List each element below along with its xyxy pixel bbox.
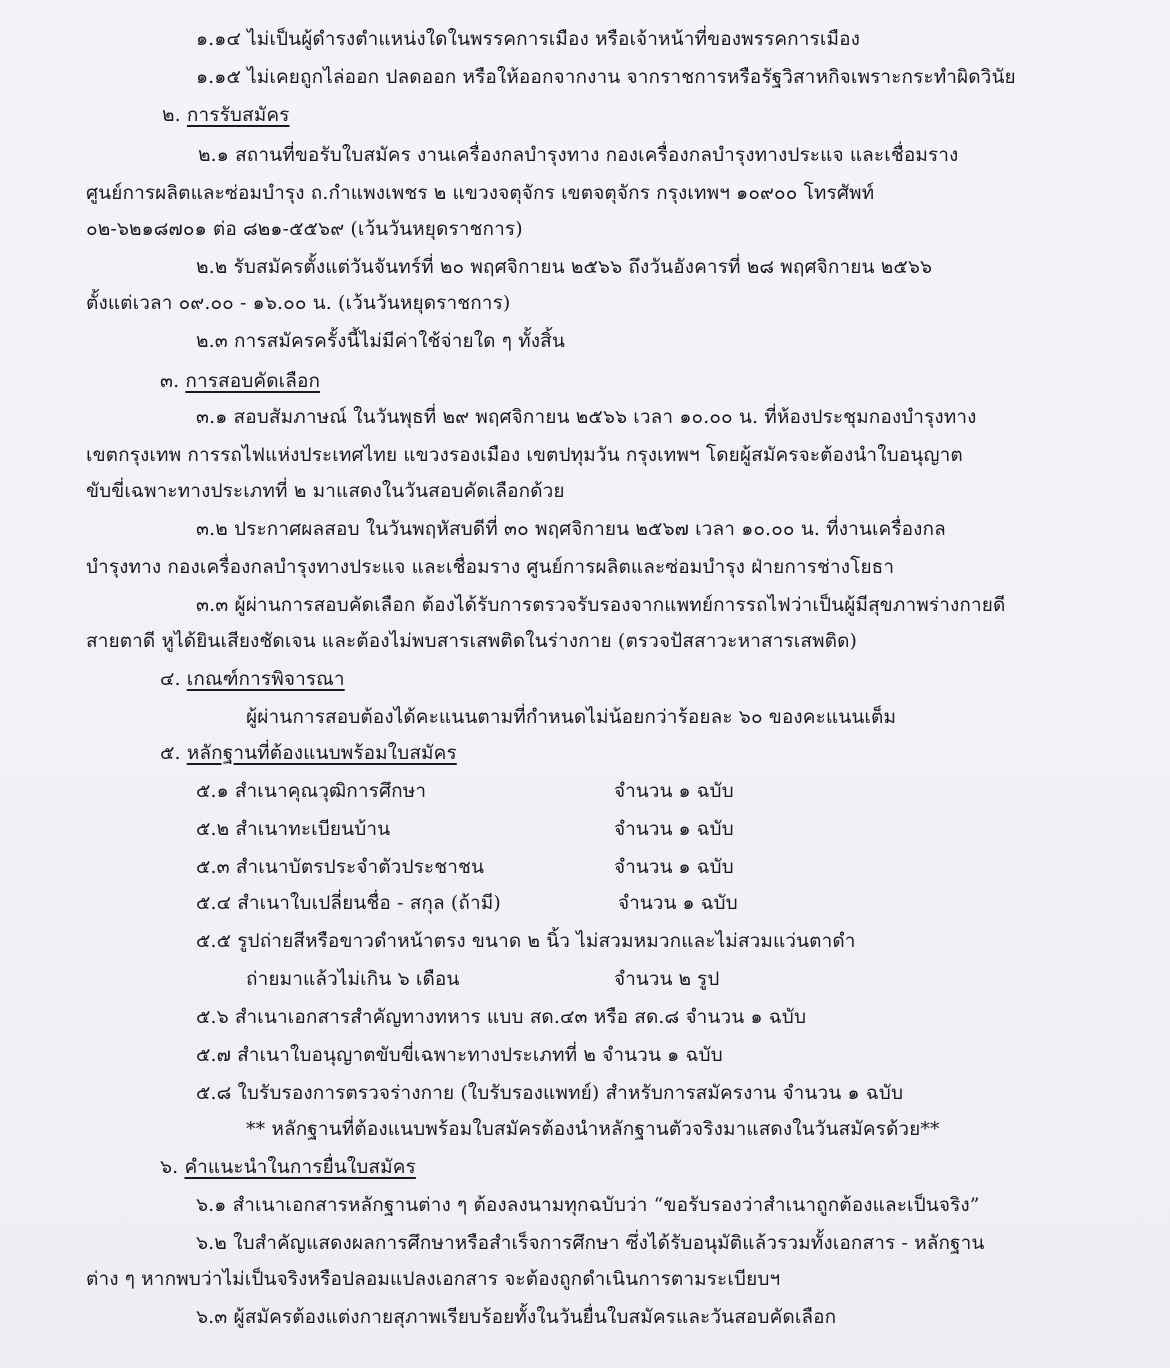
item-6-3: ๖.๓ ผู้สมัครต้องแต่งกายสุภาพเรียบร้อยทั้งในวันยื่นใบสมัครและวันสอบคัดเลือก — [196, 1306, 837, 1328]
section-6-number: ๖. — [160, 1156, 179, 1178]
section-2-number: ๒. — [162, 104, 181, 126]
doc-item-5-3: ๕.๓ สำเนาบัตรประจำตัวประชาชน — [196, 856, 485, 878]
item-3-2: ๓.๒ ประกาศผลสอบ ในวันพฤหัสบดีที่ ๓๐ พฤศจิกายน ๒๕๖๗ เวลา ๑๐.๐๐ น. ที่งานเครื่องกล — [196, 518, 946, 540]
doc-item-5-1-count: จำนวน ๑ ฉบับ — [614, 780, 734, 802]
doc-item-5-1: ๕.๑ สำเนาคุณวุฒิการศึกษา — [196, 780, 427, 802]
section-3-title: การสอบคัดเลือก — [185, 370, 321, 392]
doc-item-5-2-count: จำนวน ๑ ฉบับ — [614, 818, 734, 840]
section-2-title: การรับสมัคร — [186, 104, 290, 126]
item-1-15: ๑.๑๕ ไม่เคยถูกไล่ออก ปลดออก หรือให้ออกจากงาน จากราชการหรือรัฐวิสาหกิจเพราะกระทำผิดวินัย — [196, 66, 1016, 88]
section-3-heading — [160, 368, 320, 394]
doc-item-5-8: ๕.๘ ใบรับรองการตรวจร่างกาย (ใบรับรองแพทย์) สำหรับการสมัครงาน จำนวน ๑ ฉบับ — [196, 1082, 904, 1104]
documents-note: ** หลักฐานที่ต้องแนบพร้อมใบสมัครต้องนำหลักฐานตัวจริงมาแสดงในวันสมัครด้วย** — [246, 1118, 940, 1140]
item-6-2-cont: ต่าง ๆ หากพบว่าไม่เป็นจริงหรือปลอมแปลงเอกสาร จะต้องถูกดำเนินการตามระเบียบฯ — [86, 1268, 781, 1290]
item-2-2-cont: ตั้งแต่เวลา ๐๙.๐๐ - ๑๖.๐๐ น. (เว้นวันหยุดราชการ) — [86, 292, 511, 314]
item-2-2: ๒.๒ รับสมัครตั้งแต่วันจันทร์ที่ ๒๐ พฤศจิกายน ๒๕๖๖ ถึงวันอังคารที่ ๒๘ พฤศจิกายน ๒๕๖๖ — [196, 256, 933, 278]
section-6-heading — [160, 1154, 416, 1180]
item-1-14: ๑.๑๔ ไม่เป็นผู้ดำรงตำแหน่งใดในพรรคการเมือง หรือเจ้าหน้าที่ของพรรคการเมือง — [196, 28, 860, 50]
item-3-3: ๓.๓ ผู้ผ่านการสอบคัดเลือก ต้องได้รับการตรวจรับรองจากแพทย์การรถไฟว่าเป็นผู้มีสุขภาพร่างกายดี — [196, 594, 1006, 616]
item-2-1-cont-1: ศูนย์การผลิตและซ่อมบำรุง ถ.กำแพงเพชร ๒ แขวงจตุจักร เขตจตุจักร กรุงเทพฯ ๑๐๙๐๐ โทรศัพท์ — [86, 182, 875, 204]
doc-item-5-2: ๕.๒ สำเนาทะเบียนบ้าน — [196, 818, 391, 840]
doc-item-5-5-count: จำนวน ๒ รูป — [614, 968, 720, 990]
section-4-heading — [160, 666, 345, 692]
criteria-text: ผู้ผ่านการสอบต้องได้คะแนนตามที่กำหนดไม่น้อยกว่าร้อยละ ๖๐ ของคะแนนเต็ม — [246, 706, 897, 728]
doc-item-5-5: ๕.๕ รูปถ่ายสีหรือขาวดำหน้าตรง ขนาด ๒ นิ้ว ไม่สวมหมวกและไม่สวมแว่นตาดำ — [196, 930, 856, 952]
item-3-1-cont-2: ขับขี่เฉพาะทางประเภทที่ ๒ มาแสดงในวันสอบคัดเลือกด้วย — [86, 480, 565, 502]
item-3-3-cont: สายตาดี หูได้ยินเสียงชัดเจน และต้องไม่พบสารเสพติดในร่างกาย (ตรวจปัสสาวะหาสารเสพติด) — [86, 630, 858, 652]
section-3-number: ๓. — [160, 370, 180, 392]
doc-item-5-6: ๕.๖ สำเนาเอกสารสำคัญทางทหาร แบบ สด.๔๓ หรือ สด.๘ จำนวน ๑ ฉบับ — [196, 1006, 807, 1028]
item-2-3: ๒.๓ การสมัครครั้งนี้ไม่มีค่าใช้จ่ายใด ๆ ทั้งสิ้น — [196, 330, 565, 352]
doc-item-5-5-cont: ถ่ายมาแล้วไม่เกิน ๖ เดือน — [246, 968, 460, 990]
section-5-number: ๕. — [160, 742, 181, 764]
doc-item-5-3-count: จำนวน ๑ ฉบับ — [614, 856, 734, 878]
item-3-1-cont-1: เขตกรุงเทพ การรถไฟแห่งประเทศไทย แขวงรองเมือง เขตปทุมวัน กรุงเทพฯ โดยผู้สมัครจะต้องนำใบอนุญาต — [86, 444, 963, 466]
doc-item-5-4-count: จำนวน ๑ ฉบับ — [618, 892, 738, 914]
section-5-heading — [160, 740, 457, 766]
item-2-1: ๒.๑ สถานที่ขอรับใบสมัคร งานเครื่องกลบำรุงทาง กองเครื่องกลบำรุงทางประแจ และเชื่อมราง — [198, 144, 959, 166]
item-6-2: ๖.๒ ใบสำคัญแสดงผลการศึกษาหรือสำเร็จการศึกษา ซึ่งได้รับอนุมัติแล้วรวมทั้งเอกสาร - หลักฐาน — [196, 1232, 985, 1254]
item-3-2-cont: บำรุงทาง กองเครื่องกลบำรุงทางประแจ และเชื่อมราง ศูนย์การผลิตและซ่อมบำรุง ฝ่ายการช่างโยธา — [86, 556, 895, 578]
item-2-1-cont-2: ๐๒-๖๒๑๘๗๐๑ ต่อ ๘๒๑-๕๕๖๙ (เว้นวันหยุดราชการ) — [86, 218, 523, 240]
doc-item-5-4: ๕.๔ สำเนาใบเปลี่ยนชื่อ - สกุล (ถ้ามี) — [196, 892, 501, 914]
section-6-title: คำแนะนำในการยื่นใบสมัคร — [184, 1156, 416, 1178]
doc-item-5-7: ๕.๗ สำเนาใบอนุญาตขับขี่เฉพาะทางประเภทที่ ๒ จำนวน ๑ ฉบับ — [196, 1044, 723, 1066]
item-6-1: ๖.๑ สำเนาเอกสารหลักฐานต่าง ๆ ต้องลงนามทุกฉบับว่า “ขอรับรองว่าสำเนาถูกต้องและเป็นจริง” — [196, 1194, 980, 1216]
item-3-1: ๓.๑ สอบสัมภาษณ์ ในวันพุธที่ ๒๙ พฤศจิกายน ๒๕๖๖ เวลา ๑๐.๐๐ น. ที่ห้องประชุมกองบำรุงทาง — [196, 406, 977, 428]
section-2-heading — [162, 102, 290, 128]
section-4-number: ๔. — [160, 668, 181, 690]
section-5-title: หลักฐานที่ต้องแนบพร้อมใบสมัคร — [186, 742, 457, 764]
section-4-title: เกณฑ์การพิจารณา — [186, 668, 345, 690]
